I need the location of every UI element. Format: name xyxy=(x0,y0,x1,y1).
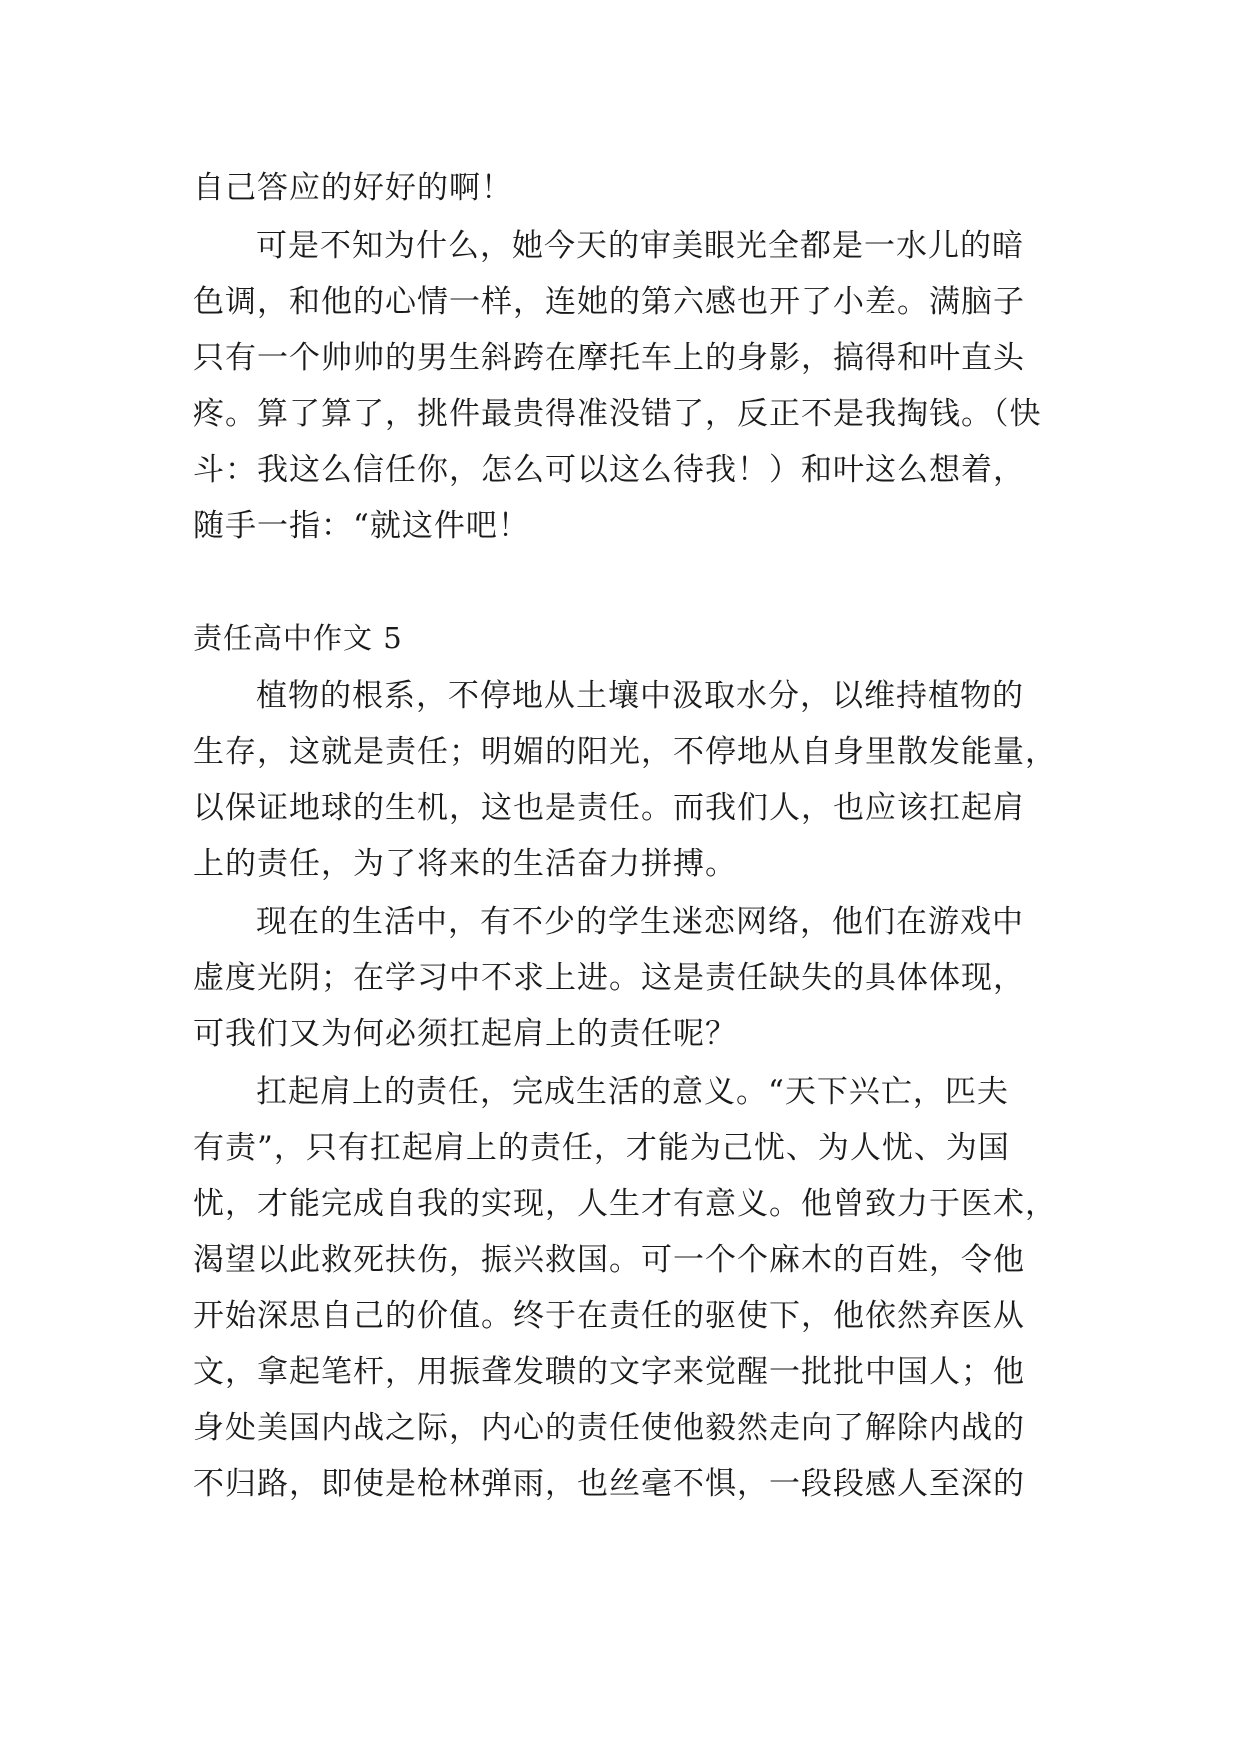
text-line-23: 不归路，即使是枪林弹雨，也丝毫不惧，一段段感人至深的 xyxy=(193,1466,1025,1502)
text-line-1: 自己答应的好好的啊！ xyxy=(193,170,513,206)
text-line-9: 植物的根系，不停地从土壤中汲取水分，以维持植物的 xyxy=(256,678,1024,714)
section-heading: 责任高中作文 5 xyxy=(193,621,403,655)
text-line-15: 可我们又为何必须扛起肩上的责任呢？ xyxy=(193,1016,737,1052)
text-line-22: 身处美国内战之际，内心的责任使他毅然走向了解除内战的 xyxy=(193,1410,1025,1446)
text-line-17: 有责”，只有扛起肩上的责任，才能为己忧、为人忧、为国 xyxy=(193,1130,1010,1166)
text-line-19: 渴望以此救死扶伤，振兴救国。可一个个麻木的百姓，令他 xyxy=(193,1242,1025,1278)
text-line-13: 现在的生活中，有不少的学生迷恋网络，他们在游戏中 xyxy=(256,904,1024,940)
text-line-12: 上的责任，为了将来的生活奋力拼搏。 xyxy=(193,846,737,882)
text-line-2: 可是不知为什么，她今天的审美眼光全都是一水儿的暗 xyxy=(256,228,1024,264)
text-line-21: 文，拿起笔杆，用振聋发聩的文字来觉醒一批批中国人；他 xyxy=(193,1354,1025,1390)
text-line-14: 虚度光阴；在学习中不求上进。这是责任缺失的具体体现， xyxy=(193,960,1025,996)
text-line-16: 扛起肩上的责任，完成生活的意义。“天下兴亡，匹夫 xyxy=(256,1074,1009,1110)
text-line-4: 只有一个帅帅的男生斜跨在摩托车上的身影，搞得和叶直头 xyxy=(193,340,1025,376)
text-line-18: 忧，才能完成自我的实现，人生才有意义。他曾致力于医术， xyxy=(193,1186,1057,1222)
text-line-10: 生存，这就是责任；明媚的阳光，不停地从自身里散发能量， xyxy=(193,734,1057,770)
text-line-20: 开始深思自己的价值。终于在责任的驱使下，他依然弃医从 xyxy=(193,1298,1025,1334)
text-line-3: 色调，和他的心情一样，连她的第六感也开了小差。满脑子 xyxy=(193,284,1025,320)
text-line-5: 疼。算了算了，挑件最贵得准没错了，反正不是我掏钱。（快 xyxy=(193,396,1042,432)
text-line-7: 随手一指：“就这件吧！ xyxy=(193,508,530,544)
text-line-6: 斗：我这么信任你，怎么可以这么待我！）和叶这么想着， xyxy=(193,452,1025,488)
text-line-11: 以保证地球的生机，这也是责任。而我们人，也应该扛起肩 xyxy=(193,790,1025,826)
